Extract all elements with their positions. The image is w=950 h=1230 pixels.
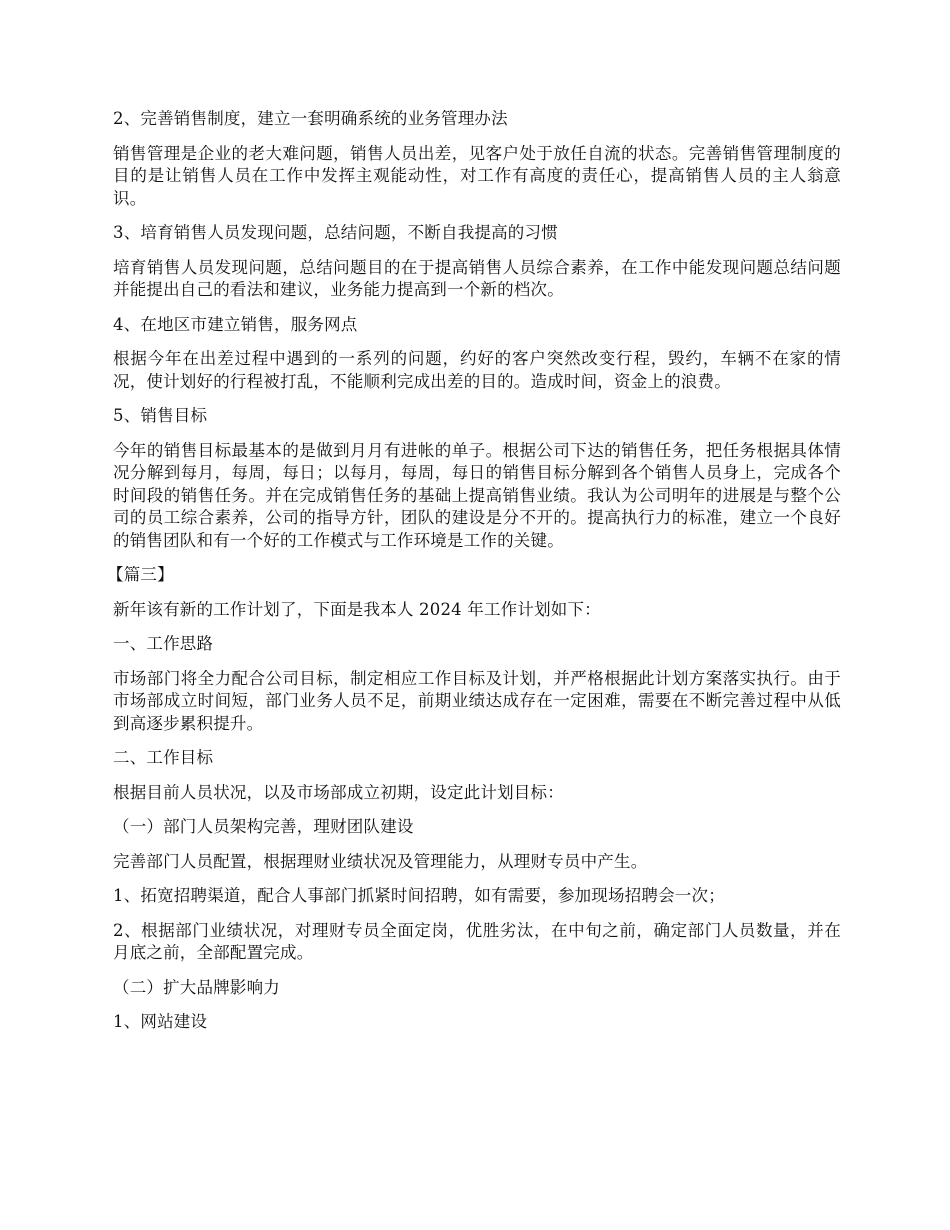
body-paragraph: 市场部门将全力配合公司目标，制定相应工作目标及计划，并严格根据此计划方案落实执行。由于市场部成立时间短，部门业务人员不足，前期业绩达成存在一定困难，需要在不断完善过程中从低到高逐步累积提升。 [113, 668, 841, 733]
document-page [107, 108, 841, 1046]
part-title: 【篇三】 [107, 565, 174, 584]
body-paragraph: 培育销售人员发现问题，总结问题目的在于提高销售人员综合素养，在工作中能发现问题总结问题并能提出自己的看法和建议，业务能力提高到一个新的档次。 [113, 257, 841, 299]
section-heading: 2、完善销售制度，建立一套明确系统的业务管理办法 [113, 109, 508, 128]
section-heading: 3、培育销售人员发现问题，总结问题，不断自我提高的习惯 [113, 223, 558, 242]
body-line: 完善部门人员配置，根据理财业绩状况及管理能力，从理财专员中产生。 [113, 851, 648, 871]
intro-line: 新年该有新的工作计划了，下面是我本人 2024 年工作计划如下： [113, 599, 601, 619]
body-line: 根据目前人员状况，以及市场部成立初期，设定此计划目标： [113, 782, 564, 802]
body-paragraph: 根据今年在出差过程中遇到的一系列的问题，约好的客户突然改变行程，毁约，车辆不在家的情况，使计划好的行程被打乱，不能顺利完成出差的目的。造成时间，资金上的浪费。 [113, 349, 841, 391]
body-paragraph: 销售管理是企业的老大难问题，销售人员出差，见客户处于放任自流的状态。完善销售管理制度的目的是让销售人员在工作中发挥主观能动性，对工作有高度的责任心，提高销售人员的主人翁意识。 [113, 143, 841, 208]
list-item: 1、拓宽招聘渠道，配合人事部门抓紧时间招聘，如有需要，参加现场招聘会一次； [113, 886, 725, 905]
section-heading: 5、销售目标 [113, 406, 208, 425]
list-item: 2、根据部门业绩状况，对理财专员全面定岗，优胜劣汰，在中旬之前，确定部门人员数量，并在月底之前，全部配置完成。 [113, 920, 841, 962]
body-paragraph: 今年的销售目标最基本的是做到月月有进帐的单子。根据公司下达的销售任务，把任务根据具体情况分解到每月，每周，每日；以每月，每周，每日的销售目标分解到各个销售人员身上，完成各个时间段的销售任务。并在完成销售任务的基础上提高销售业绩。我认为公司明年的进展是与整个公司的员工综合素养，公司的指导方针，团队的建设是分不开的。提高执行力的标准，建立一个良好的销售团队和有一个好的工作模式与工作环境是工作的关键。 [113, 440, 841, 550]
section-heading: 二、工作目标 [113, 748, 214, 767]
subsection-heading: （一）部门人员架构完善，理财团队建设 [113, 817, 414, 836]
list-item: 1、网站建设 [113, 1012, 208, 1031]
section-heading: 一、工作思路 [113, 634, 214, 653]
subsection-heading: （二）扩大品牌影响力 [113, 977, 280, 997]
section-heading: 4、在地区市建立销售，服务网点 [113, 314, 358, 334]
